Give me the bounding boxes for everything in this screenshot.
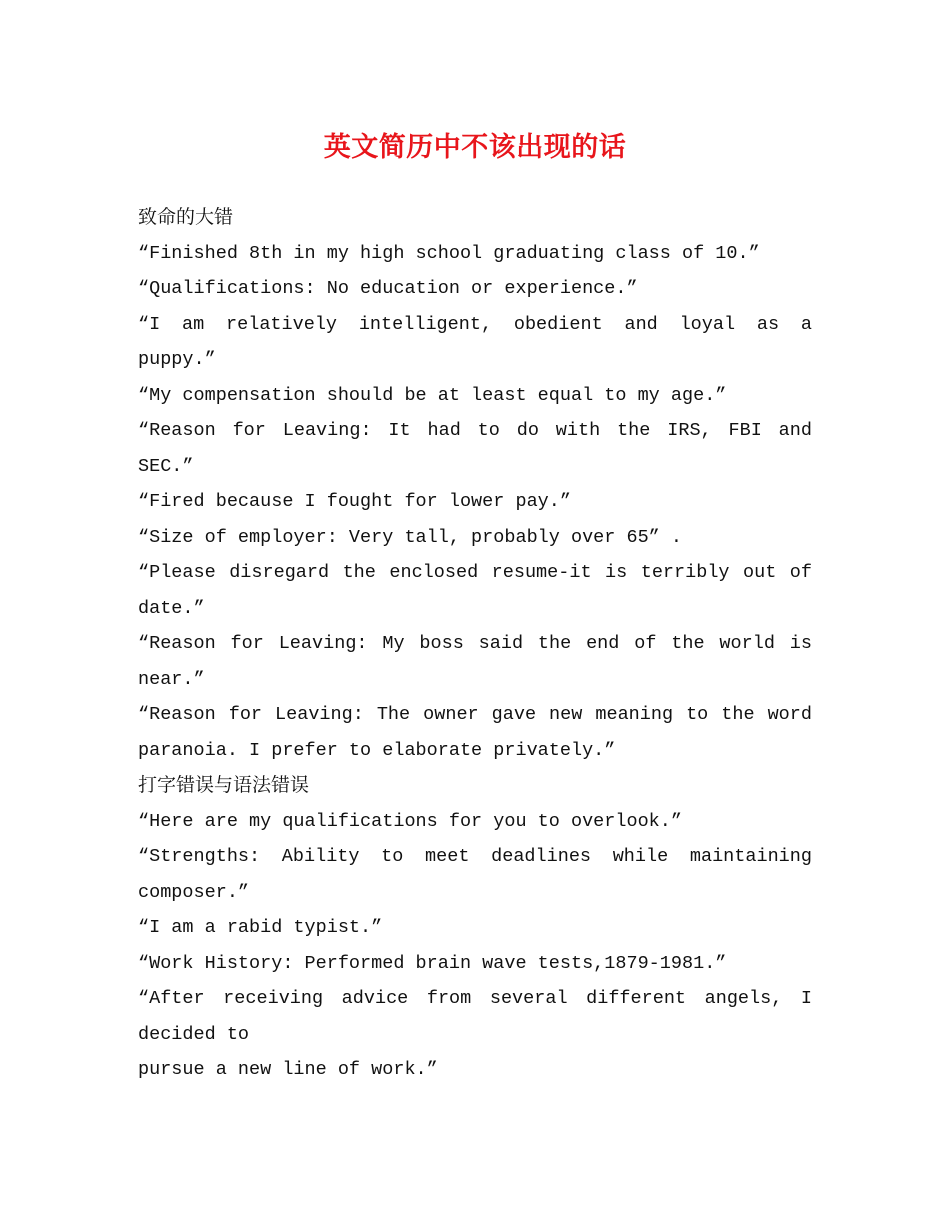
quote-line-continuation: decided to: [138, 1023, 250, 1045]
section-heading-typos-grammar: 打字错误与语法错误: [138, 774, 310, 796]
quote-line: “I am a rabid typist.”: [138, 917, 383, 938]
quote-line: “Reason for Leaving: The owner gave new meaning to the word: [138, 704, 812, 725]
document-body: [138, 200, 812, 1088]
quote-line-continuation: puppy.”: [138, 349, 216, 370]
quote-line: “Size of employer: Very tall, probably over 65” .: [138, 526, 682, 548]
section-heading-fatal-errors: 致命的大错: [138, 206, 234, 228]
quote-line-continuation: SEC.”: [138, 455, 194, 477]
quote-line: “I am relatively intelligent, obedient and loyal as a: [138, 313, 812, 335]
quote-line: “Fired because I fought for lower pay.”: [138, 491, 571, 512]
quote-line: “Please disregard the enclosed resume-it is terribly out of: [138, 562, 812, 583]
quote-line: “Reason for Leaving: It had to do with the IRS, FBI and: [138, 420, 812, 441]
quote-line-continuation: composer.”: [138, 881, 250, 903]
quote-line: “My compensation should be at least equal to my age.”: [138, 384, 727, 406]
quote-line-continuation: pursue a new line of work.”: [138, 1059, 438, 1080]
quote-line-continuation: date.”: [138, 597, 205, 619]
quote-line: “Qualifications: No education or experience.”: [138, 278, 638, 299]
quote-line-continuation: paranoia. I prefer to elaborate privately.”: [138, 739, 616, 761]
quote-line: “Here are my qualifications for you to overlook.”: [138, 810, 682, 832]
quote-line-continuation: near.”: [138, 668, 205, 690]
quote-line: “Work History: Performed brain wave tests,1879-1981.”: [138, 952, 727, 974]
quote-line: “After receiving advice from several different angels, I: [138, 988, 812, 1009]
quote-line: “Reason for Leaving: My boss said the end of the world is: [138, 633, 812, 654]
quote-line: “Finished 8th in my high school graduating class of 10.”: [138, 242, 760, 264]
document-title: 英文简历中不该出现的话: [323, 132, 627, 163]
quote-line: “Strengths: Ability to meet deadlines while maintaining: [138, 846, 812, 867]
